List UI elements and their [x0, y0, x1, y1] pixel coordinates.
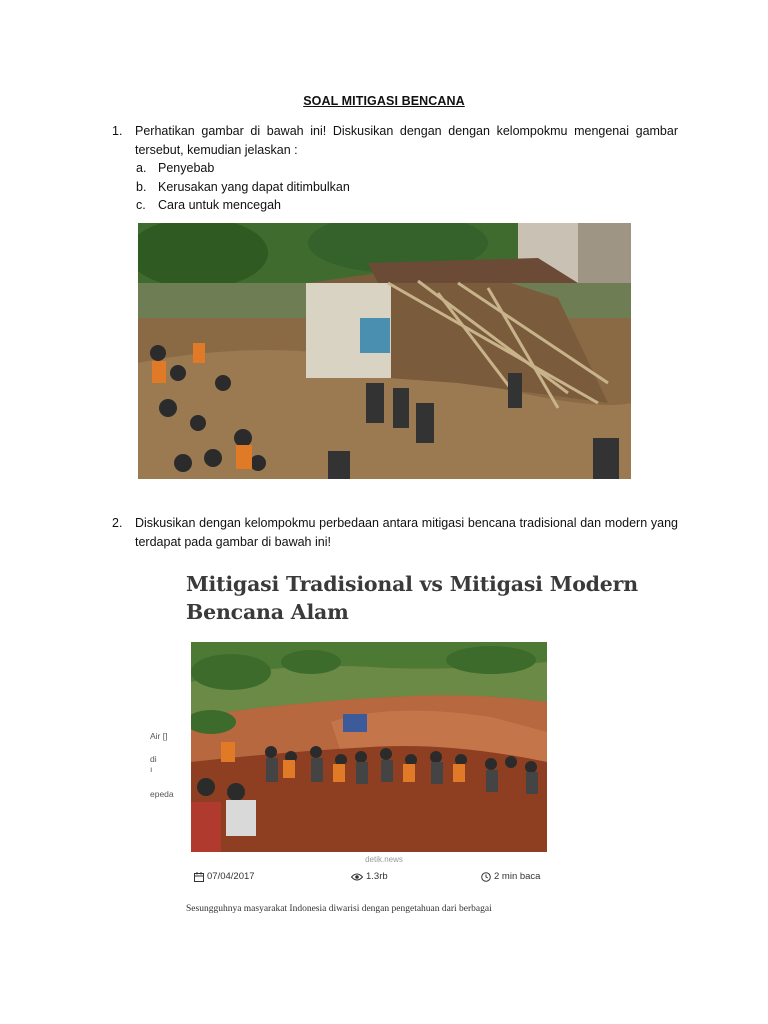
page-title: SOAL MITIGASI BENCANA	[303, 94, 465, 108]
views-text: 1.3rb	[366, 871, 388, 882]
question-2-text: Diskusikan dengan kelompokmu perbedaan antara mitigasi bencana tradisional dan modern yang terdapat pada gambar di bawah ini!	[135, 516, 678, 549]
item-letter: c.	[136, 198, 146, 212]
calendar-icon	[194, 872, 204, 882]
question-1-number: 1.	[112, 124, 123, 138]
article-date	[194, 871, 255, 882]
article-views	[351, 871, 388, 882]
landslide-photo	[191, 642, 547, 852]
question-1	[112, 122, 678, 159]
question-2-number: 2.	[112, 516, 123, 530]
article-body-text: Sesungguhnya masyarakat Indonesia diwarisi dengan pengetahuan dari berbagai	[186, 904, 492, 914]
question-1-text: Perhatikan gambar di bawah ini! Diskusikan dengan dengan kelompokmu mengenai gambar tersebut, kemudian jelaskan :	[135, 124, 678, 157]
image-source-caption: detik.news	[365, 855, 403, 864]
article-title-line-1: Mitigasi Tradisional vs Mitigasi Modern	[186, 572, 638, 596]
question-1-item-b	[136, 178, 350, 197]
article-title	[186, 570, 638, 626]
item-label: Cara untuk mencegah	[158, 198, 281, 212]
clock-icon	[481, 872, 491, 882]
question-2	[112, 514, 678, 551]
article-title-line-2: Bencana Alam	[186, 600, 349, 624]
read-time-text: 2 min baca	[494, 871, 541, 882]
item-label: Kerusakan yang dapat ditimbulkan	[158, 179, 350, 194]
question-1-item-a	[136, 159, 214, 178]
side-fragment: epeda	[150, 789, 174, 799]
question-1-item-c	[136, 196, 281, 215]
side-fragment: ı	[150, 764, 153, 774]
flood-photo	[138, 223, 631, 479]
date-text: 07/04/2017	[207, 871, 255, 882]
side-fragment: di	[150, 754, 157, 764]
article-read-time	[481, 871, 540, 882]
eye-icon	[351, 872, 363, 882]
item-label: Penyebab	[158, 161, 215, 175]
item-letter: a.	[136, 161, 147, 175]
item-letter: b.	[136, 179, 147, 194]
side-fragment: Air []	[150, 731, 168, 741]
